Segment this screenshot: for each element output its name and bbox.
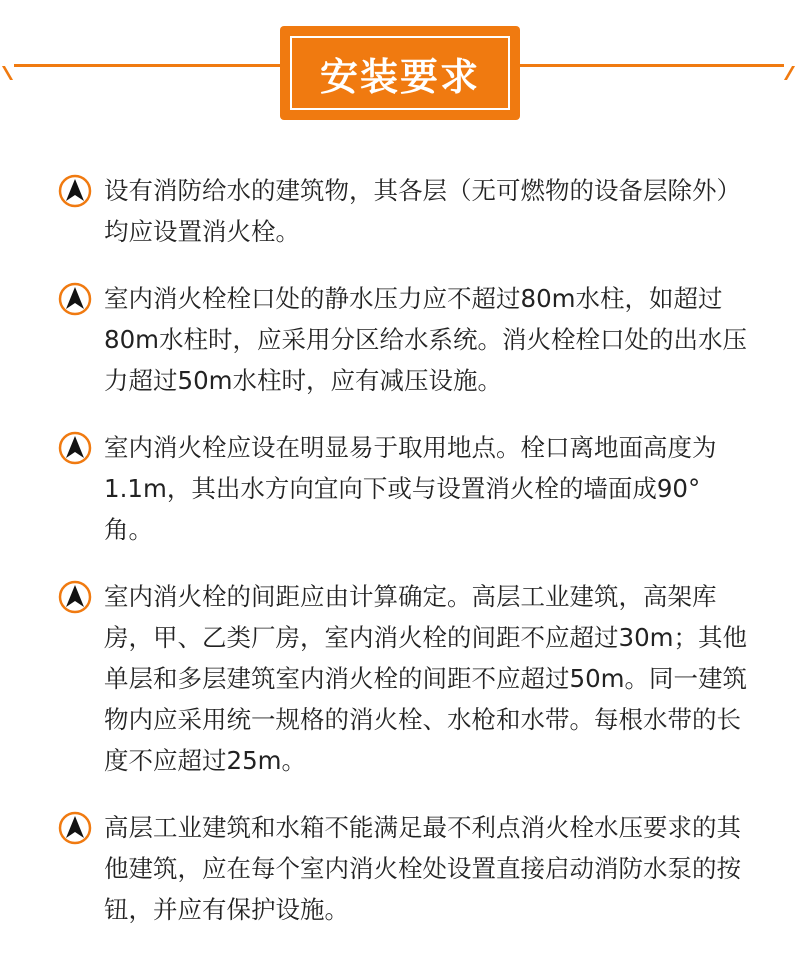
list-item	[58, 427, 748, 550]
north-arrow-icon	[58, 580, 92, 614]
section-title: 安装要求	[319, 54, 480, 99]
header-line-left-hook	[2, 66, 13, 80]
header-line-right	[512, 64, 784, 67]
north-arrow-icon	[58, 174, 92, 208]
requirements-list	[58, 170, 748, 956]
list-item	[58, 576, 748, 781]
list-item-text: 高层工业建筑和水箱不能满足最不利点消火栓水压要求的其他建筑，应在每个室内消火栓处设置直接启动消防水泵的按钮，并应有保护设施。	[104, 813, 741, 924]
list-item-text: 室内消火栓的间距应由计算确定。高层工业建筑，高架库房，甲、乙类厂房，室内消火栓的间距不应超过30m；其他单层和多层建筑室内消火栓的间距不应超过50m。同一建筑物内应采用统一规格的消火栓、水枪和水带。每根水带的长度不应超过25m。	[104, 582, 748, 775]
header-line-left	[14, 64, 290, 67]
section-title-frame	[290, 36, 510, 110]
list-item-text: 室内消火栓栓口处的静水压力应不超过80m水柱，如超过80m水柱时，应采用分区给水系统。消火栓栓口处的出水压力超过50m水柱时，应有减压设施。	[104, 284, 748, 395]
section-title-box	[280, 26, 520, 120]
list-item	[58, 807, 748, 930]
header-line-right-hook	[784, 66, 795, 80]
list-item-text: 设有消防给水的建筑物，其各层（无可燃物的设备层除外）均应设置消火栓。	[104, 176, 741, 246]
list-item	[58, 278, 748, 401]
list-item-text: 室内消火栓应设在明显易于取用地点。栓口离地面高度为1.1m，其出水方向宜向下或与设置消火栓的墙面成90°角。	[104, 433, 717, 544]
north-arrow-icon	[58, 282, 92, 316]
list-item	[58, 170, 748, 252]
north-arrow-icon	[58, 811, 92, 845]
north-arrow-icon	[58, 431, 92, 465]
